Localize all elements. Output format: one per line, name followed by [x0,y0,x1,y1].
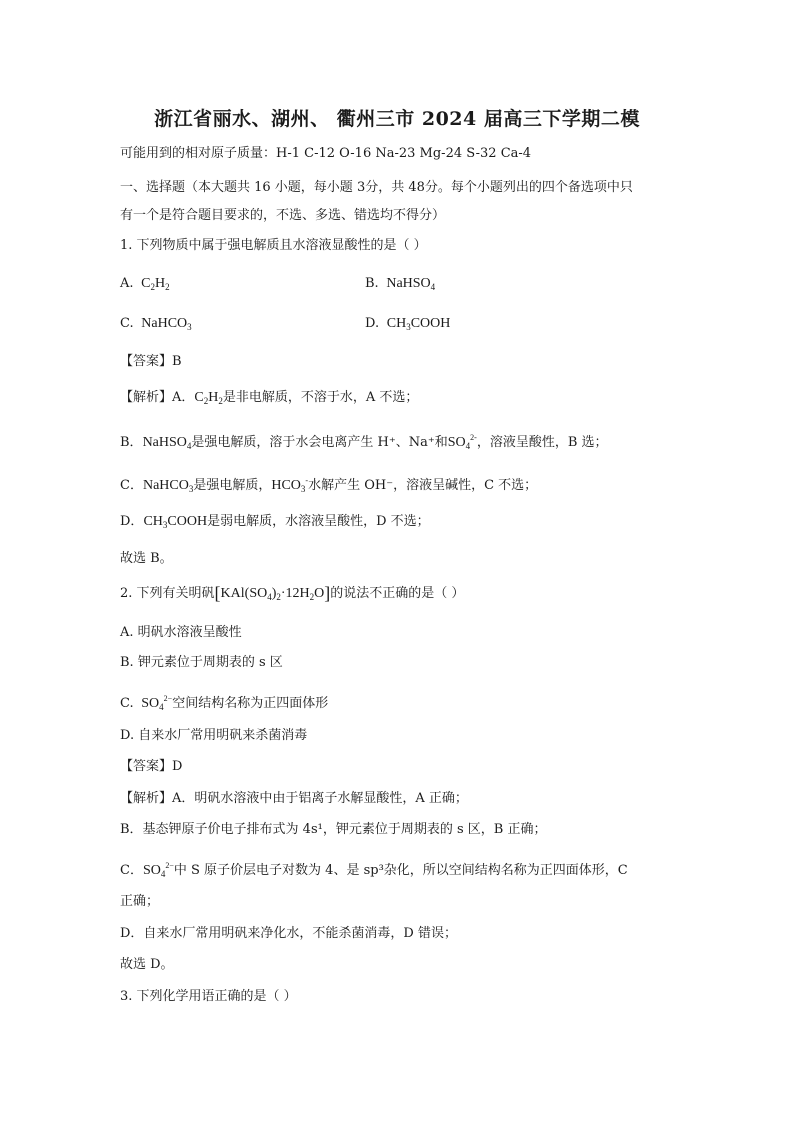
analysis-prefix: D． [120,514,144,529]
formula: $SO_4^{2-}$ [142,861,174,879]
q1-stem: 1. 下列物质中属于强电解质且水溶液显酸性的是（ ） [120,238,427,253]
q1-analysis-a [120,389,418,410]
analysis-text: 是弱电解质，水溶液呈酸性，D 不选； [207,514,430,529]
q3-stem: 3. 下列化学用语正确的是（ ） [120,989,297,1004]
formula: $CH_3COOH$ [143,514,208,530]
formula: $CH_3COOH$ [383,316,451,332]
formula: NaHCO$_3$ [137,316,192,332]
analysis-text: 是非电解质，不溶于水，A 不选； [222,390,419,405]
formula: $SO_4^{2-}$ [447,433,477,451]
q2-option-d: D. 自来水厂常用明矾来杀菌消毒 [120,728,308,743]
q2-analysis-d: D．自来水厂常用明矾来净化水，不能杀菌消毒，D 错误； [120,926,457,941]
option-label: C. [120,696,134,711]
q2-analysis-a: 【解析】A．明矾水溶液中由于铝离子水解显酸性，A 正确； [120,791,468,806]
option-text: 空间结构名称为正四面体形 [172,696,329,711]
analysis-text: 是强电解质，溶于水会电离产生 H⁺、Na⁺和 [191,435,448,450]
analysis-prefix: B． [120,435,143,450]
stem-text: 2. 下列有关明矾 [120,586,215,601]
option-label: D. [365,316,380,331]
section-header: 一、选择题（本大题共 16 小题，每小题 3分，共 48分。每个小题列出的四个备选项中只 [120,180,633,195]
q1-analysis-b [120,429,608,455]
formula: NaHSO$_4$ [142,435,192,451]
analysis-prefix: 【解析】A． [120,390,195,405]
q1-analysis-c [120,472,537,498]
analysis-text: 是强电解质， [193,478,272,493]
q1-answer: 【答案】B [120,354,182,369]
q2-option-b: B. 钾元素位于周期表的 s 区 [120,655,283,670]
formula: $SO_4^{2-}$ [137,694,173,712]
q2-option-c [120,690,328,716]
analysis-prefix: C． [120,478,143,493]
formula: $C_2H_2$ [137,276,170,292]
q2-analysis-b: B．基态钾原子价电子排布式为 4s¹，钾元素位于周期表的 s 区，B 正确； [120,822,547,837]
option-label: B. [365,276,379,291]
q1-analysis-d [120,513,430,534]
analysis-text: ，溶液呈酸性，B 选； [476,435,608,450]
q2-option-a: A. 明矾水溶液呈酸性 [120,625,242,640]
analysis-text: 中 S 原子价层电子对数为 4、是 sp³杂化，所以空间结构名称为正四面体形，C [173,863,628,878]
atomic-mass-line: 可能用到的相对原子质量：H-1 C-12 O-16 Na-23 Mg-24 S-32 Ca-4 [120,146,532,161]
q1-option-b [365,275,435,296]
q2-analysis-c-cont: 正确； [120,894,160,909]
stem-text: 的说法不正确的是（ ） [330,586,465,601]
q2-conclusion: 故选 D。 [120,957,174,972]
q1-conclusion: 故选 B。 [120,551,173,566]
formula: $[KAl(SO_4)_2\cdot 12H_2O]$ [214,583,331,603]
q1-option-c [120,315,192,336]
analysis-prefix: C． [120,863,143,878]
analysis-text: 水解产生 OH⁻，溶液呈碱性，C 不选； [308,478,538,493]
formula: $C_2H_2$ [194,390,223,406]
q2-stem [120,584,464,606]
option-label: A. [120,276,134,291]
formula: NaHCO$_3$ [142,478,194,494]
q2-analysis-c [120,857,628,883]
option-label: C. [120,316,134,331]
page-title: 浙江省丽水、湖州、 衢州三市 2024 届高三下学期二模 [154,108,640,130]
q2-answer: 【答案】D [120,759,183,774]
formula: $HCO_3^-$ [271,476,309,494]
q1-option-d [365,315,450,336]
q1-option-a [120,275,170,296]
section-header-cont: 有一个是符合题目要求的，不选、多选、错选均不得分） [120,208,446,223]
formula: NaHSO$_4$ [382,276,436,292]
